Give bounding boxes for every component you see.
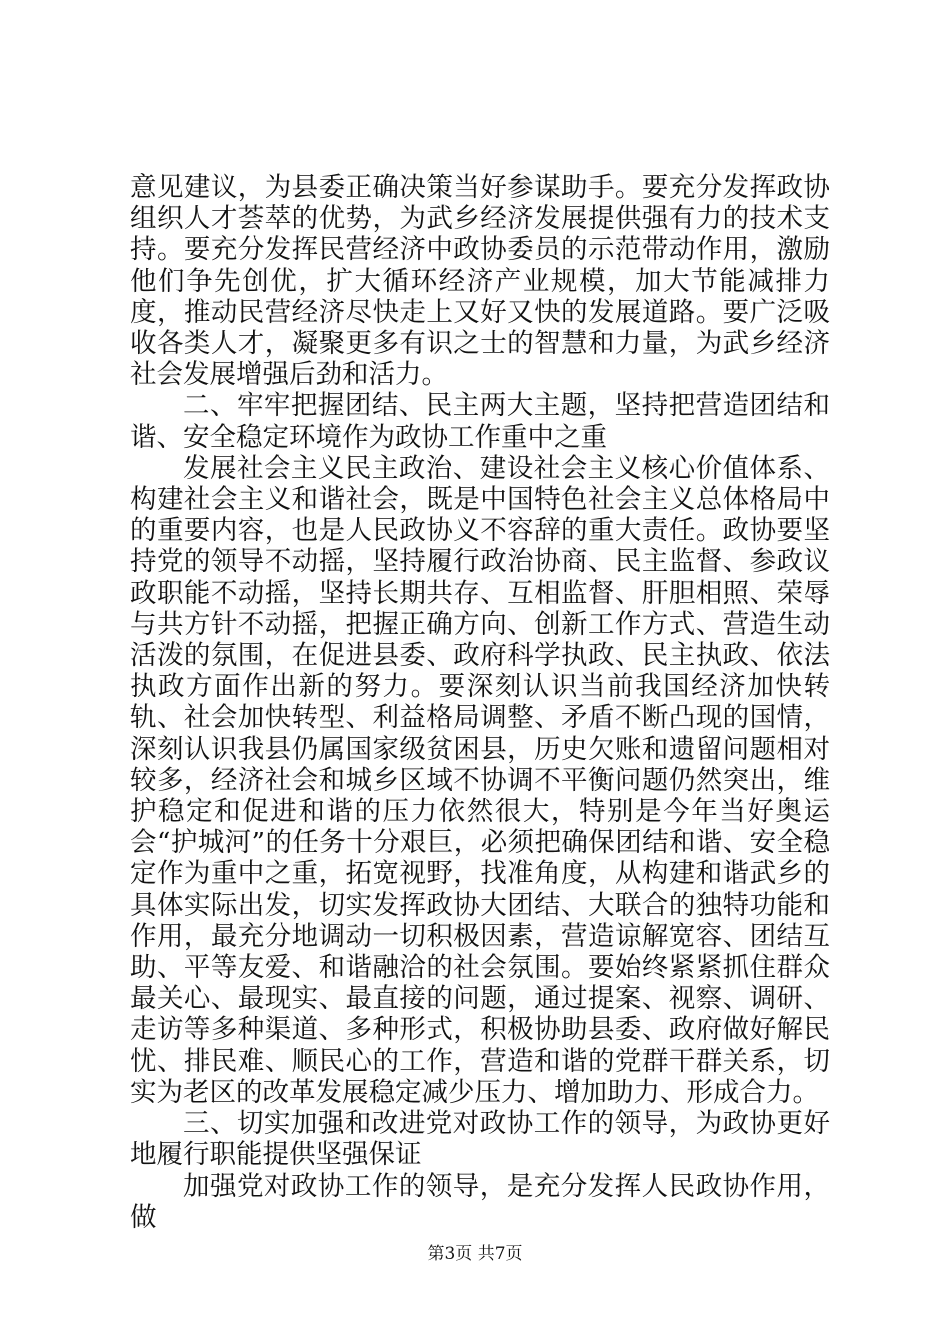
paragraph-section-2-body: 发展社会主义民主政治、建设社会主义核心价值体系、构建社会主义和谐社会，既是中国特色社会主义总体格局中的重要内容，也是人民政协义不容辞的重大责任。政协要坚持党的领导不动摇，坚持履行政治协商、民主监督、参政议政职能不动摇，坚持长期共存、互相监督、肝胆相照、荣辱与共方针不动摇，把握正确方向、创新工作方式、营造生动活泼的氛围，在促进县委、政府科学执政、民主执政、依法执政方面作出新的努力。要深刻认识当前我国经济加快转轨、社会加快转型、利益格局调整、矛盾不断凸现的国情，深刻认识我县仍属国家级贫困县，历史欠账和遗留问题相对较多，经济社会和城乡区域不协调不平衡问题仍然突出，维护稳定和促进和谐的压力依然很大，特别是今年当好奥运会“护城河”的任务十分艰巨，必须把确保团结和谐、安全稳定作为重中之重，拓宽视野，找准角度，从构建和谐武乡的具体实际出发，切实发挥政协大团结、大联合的独特功能和作用，最充分地调动一切积极因素，营造谅解宽容、团结互助、平等友爱、和谐融洽的社会氛围。要始终紧紧抓住群众最关心、最现实、最直接的问题，通过提案、视察、调研、走访等多种渠道、多种形式，积极协助县委、政府做好解民忧、排民难、顺民心的工作，营造和谐的党群干群关系，切实为老区的改革发展稳定减少压力、增加助力、形成合力。 xyxy=(130,452,830,1108)
paragraph-continuation: 意见建议，为县委正确决策当好参谋助手。要充分发挥政协组织人才荟萃的优势，为武乡经济发展提供强有力的技术支持。要充分发挥民营经济中政协委员的示范带动作用，激励他们争先创优，扩大循环经济产业规模，加大节能减排力度，推动民营经济尽快走上又好又快的发展道路。要广泛吸收各类人才，凝聚更多有识之士的智慧和力量，为武乡经济社会发展增强后劲和活力。 xyxy=(130,172,830,391)
page-number-footer: 第3页 共7页 xyxy=(427,1244,523,1264)
paragraph-section-3-body: 加强党对政协工作的领导，是充分发挥人民政协作用，做 xyxy=(130,1170,830,1233)
document-body xyxy=(130,172,830,1233)
section-heading-2: 二、牢牢把握团结、民主两大主题，坚持把营造团结和谐、安全稳定环境作为政协工作重中之重 xyxy=(130,390,830,453)
section-heading-3: 三、切实加强和改进党对政协工作的领导，为政协更好地履行职能提供坚强保证 xyxy=(130,1108,830,1171)
